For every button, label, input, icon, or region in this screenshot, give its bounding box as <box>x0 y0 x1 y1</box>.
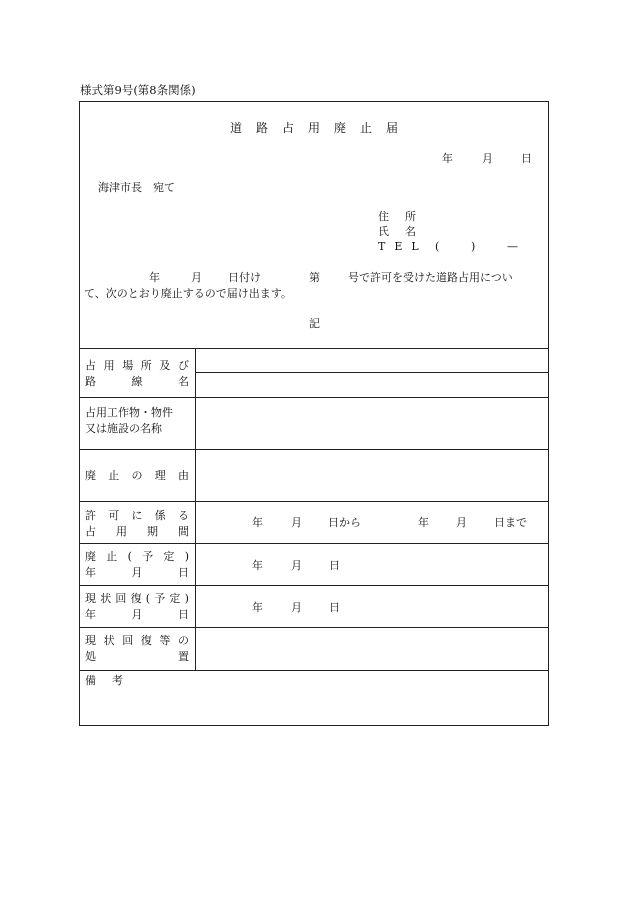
period-from: 日から <box>328 516 361 529</box>
tel-label: TEL <box>378 240 428 253</box>
abolish-month: 月 <box>291 559 302 572</box>
body-line1-tail: 号で許可を受けた道路占用につい <box>348 271 513 284</box>
restore-label-1: 現 状 回 復 ( 予 定 ) <box>85 592 189 605</box>
period-label-1: 許 可 に 係 る <box>85 509 189 522</box>
restore-label-2: 年 月 日 <box>85 608 189 621</box>
object-label-1: 占用工作物・物件 <box>85 406 173 419</box>
date-day: 日 <box>521 152 532 165</box>
rule-row <box>80 670 548 671</box>
location-label-2: 路 線 名 <box>85 375 189 388</box>
body-line2: て、次のとおり廃止するので届け出ます。 <box>84 287 292 300</box>
object-label-2: 又は施設の名称 <box>85 422 162 435</box>
name-label: 氏 名 <box>378 225 416 238</box>
restore-day: 日 <box>329 601 340 614</box>
rule-row <box>80 543 548 544</box>
period-label-2: 占 用 期 間 <box>85 525 189 538</box>
restore-month: 月 <box>291 601 302 614</box>
rule-row <box>80 501 548 502</box>
rule-row <box>80 397 548 398</box>
body-number-prefix: 第 <box>309 271 320 284</box>
measure-label-1: 現 状 回 復 等 の <box>85 634 189 647</box>
addressee: 海津市長 宛て <box>98 181 175 194</box>
abolish-label-1: 廃 止 ( 予 定 ) <box>85 550 189 563</box>
address-label: 住 所 <box>378 210 416 223</box>
tel-dash: — <box>507 240 518 253</box>
period-month-2: 月 <box>456 516 467 529</box>
tel-paren-close: ) <box>471 240 476 253</box>
rule-location-split <box>195 372 548 373</box>
body-year: 年 <box>149 271 160 284</box>
record-label: 記 <box>309 317 320 330</box>
date-year: 年 <box>442 152 453 165</box>
form-frame <box>79 101 549 726</box>
body-month: 月 <box>191 271 202 284</box>
period-year-1: 年 <box>252 516 263 529</box>
measure-label-2: 処 置 <box>85 650 189 663</box>
form-title: 道路占用廃止届 <box>229 121 412 135</box>
date-month: 月 <box>482 152 493 165</box>
rule-row <box>80 449 548 450</box>
rule-column <box>195 348 196 670</box>
location-label-1: 占 用 場 所 及 び <box>85 359 189 372</box>
form-number: 様式第9号(第8条関係) <box>80 83 196 97</box>
remarks-label: 備 考 <box>85 674 123 687</box>
period-month-1: 月 <box>291 516 302 529</box>
period-until: 日まで <box>494 516 527 529</box>
body-dated: 日付け <box>228 271 261 284</box>
tel-paren-open: ( <box>435 240 440 253</box>
restore-year: 年 <box>252 601 263 614</box>
abolish-year: 年 <box>252 559 263 572</box>
reason-label: 廃 止 の 理 由 <box>85 469 189 482</box>
period-year-2: 年 <box>418 516 429 529</box>
rule-row <box>80 585 548 586</box>
rule-row <box>80 627 548 628</box>
rule-table-top <box>80 348 548 349</box>
abolish-label-2: 年 月 日 <box>85 566 189 579</box>
abolish-day: 日 <box>329 559 340 572</box>
